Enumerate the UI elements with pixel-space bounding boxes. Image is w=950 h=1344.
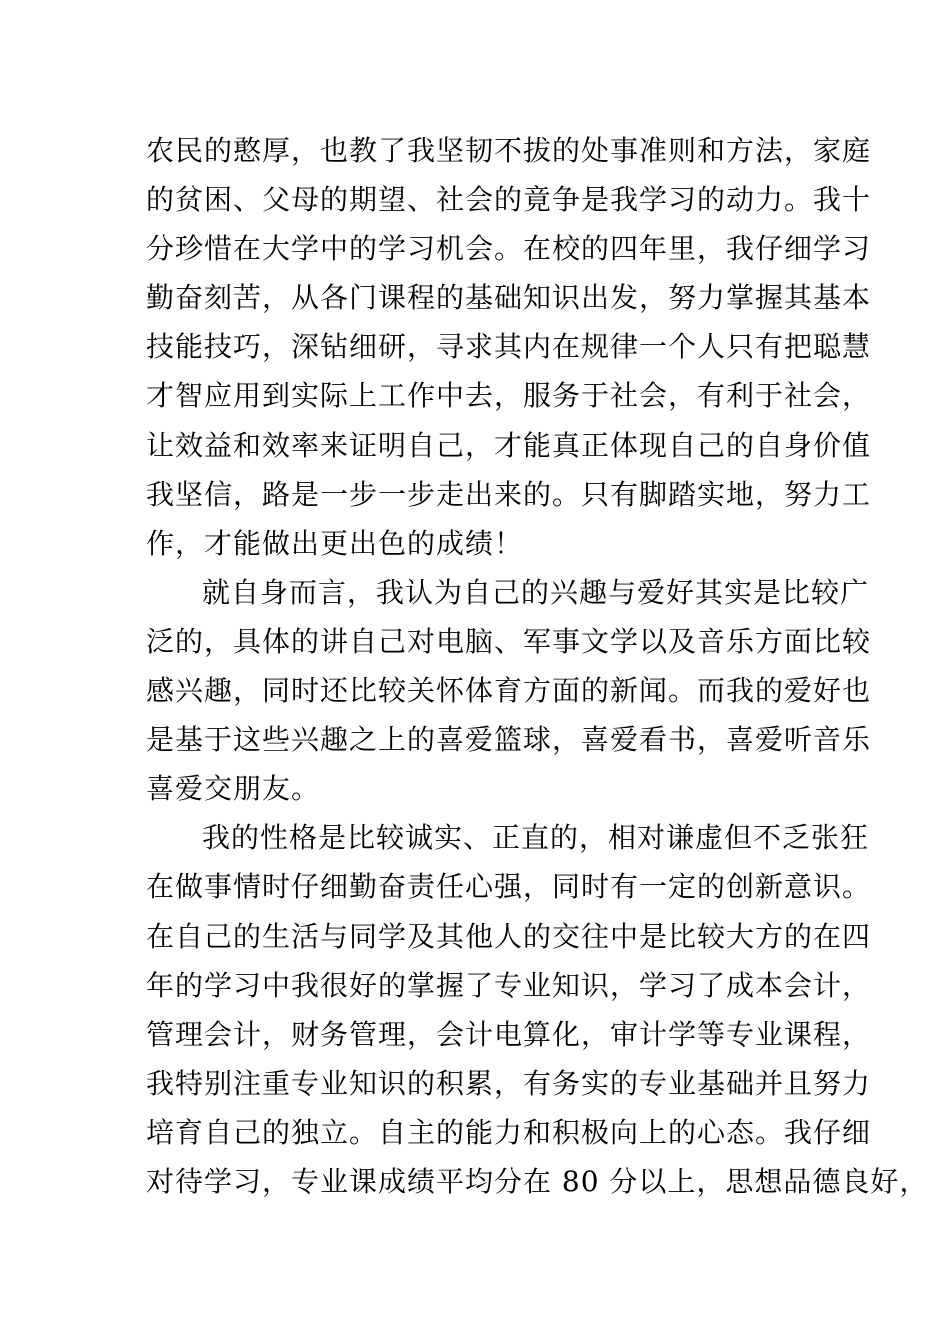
body-text — [146, 126, 929, 1206]
text-line: 培育自己的独立。自主的能力和积极向上的心态。我仔细 — [146, 1115, 872, 1149]
text-line: 在做事情时仔细勤奋责任心强，同时有一定的创新意识。 — [146, 870, 872, 904]
text-line: 我特别注重专业知识的积累，有务实的专业基础并且努力 — [146, 1066, 872, 1100]
text-line: 年的学习中我很好的掌握了专业知识，学习了成本会计， — [146, 968, 872, 1002]
text-line: 勤奋刻苦，从各门课程的基础知识出发，努力掌握其基本 — [146, 281, 872, 315]
paragraph-start-line: 我的性格是比较诚实、正直的，相对谦虚但不乏张狂 — [202, 821, 870, 855]
text-line: 在自己的生活与同学及其他人的交往中是比较大方的在四 — [146, 919, 872, 953]
text-line: 作，才能做出更出色的成绩！ — [146, 526, 524, 560]
text-line: 技能技巧，深钻细研，寻求其内在规律一个人只有把聪慧 — [146, 330, 872, 364]
text-line: 农民的憨厚，也教了我坚韧不拔的处事准则和方法，家庭 — [146, 134, 872, 167]
text-line: 感兴趣，同时还比较关怀体育方面的新闻。而我的爱好也 — [146, 674, 872, 708]
paragraph-start-line: 就自身而言，我认为自己的兴趣与爱好其实是比较广 — [202, 575, 870, 609]
text-line: 泛的，具体的讲自己对电脑、军事文学以及音乐方面比较 — [146, 624, 872, 658]
text-line: 分珍惜在大学中的学习机会。在校的四年里，我仔细学习 — [146, 232, 872, 266]
text-line: 才智应用到实际上工作中去，服务于社会，有利于社会， — [146, 379, 872, 413]
text-line: 喜爱交朋友。 — [146, 772, 321, 806]
text-line: 我坚信，路是一步一步走出来的。只有脚踏实地，努力工 — [146, 477, 872, 511]
text-line: 是基于这些兴趣之上的喜爱篮球，喜爱看书，喜爱听音乐 — [146, 723, 872, 757]
text-line: 管理会计，财务管理，会计电算化，审计学等专业课程， — [146, 1017, 872, 1051]
text-line: 让效益和效率来证明自己，才能真正体现自己的自身价值 — [146, 428, 872, 462]
text-line: 的贫困、父母的期望、社会的竟争是我学习的动力。我十 — [146, 183, 872, 217]
text-line: 对待学习，专业课成绩平均分在 80 分以上，思想品德良好， — [146, 1164, 929, 1198]
